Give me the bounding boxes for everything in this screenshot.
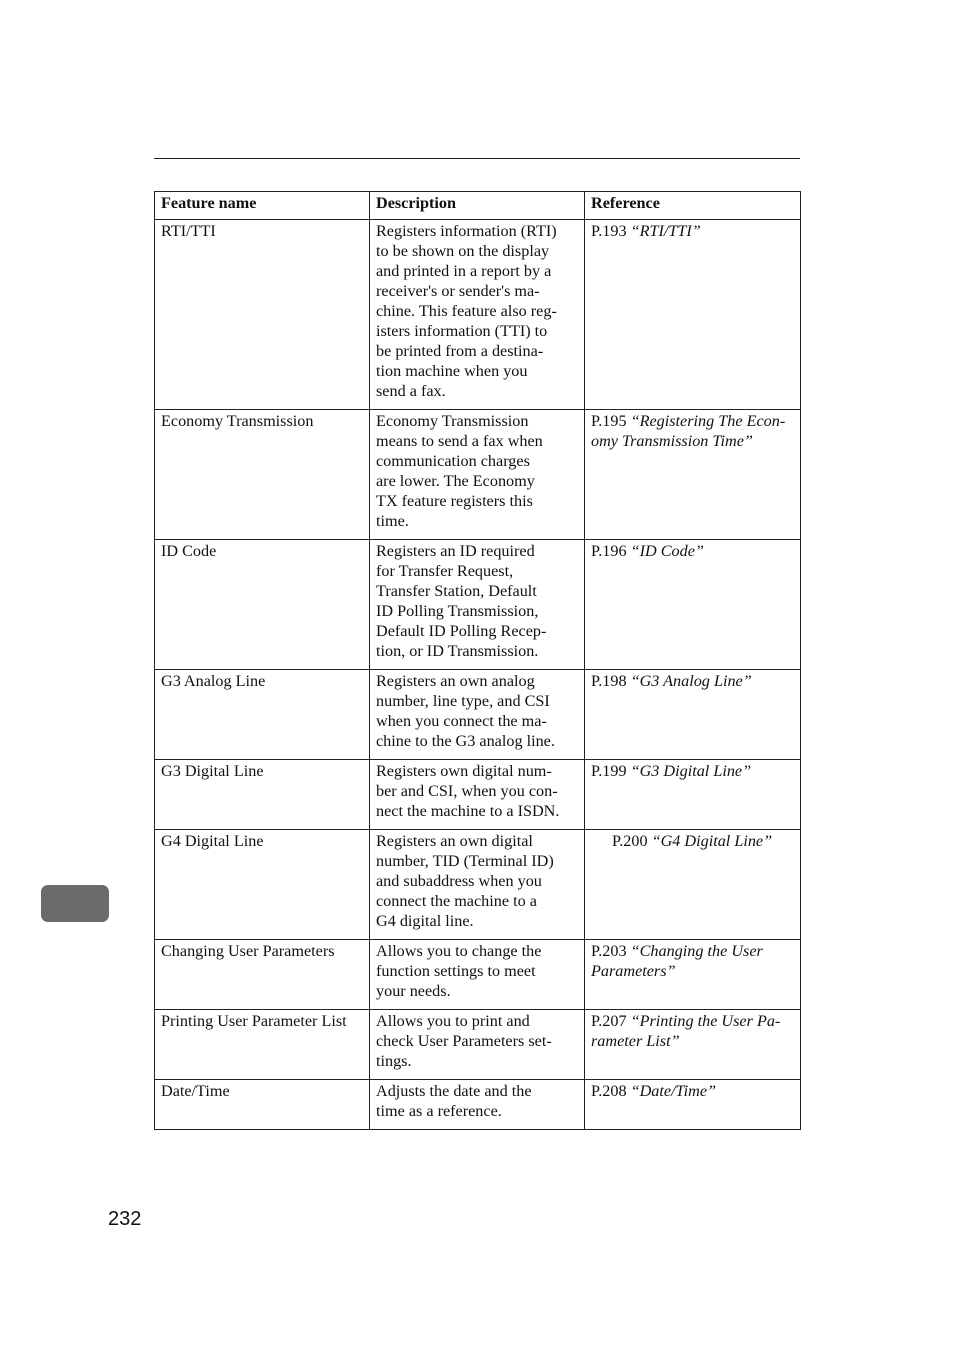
feature-name-cell: G4 Digital Line <box>155 830 370 940</box>
description-line: for Transfer Request, <box>376 562 514 580</box>
reference-cell <box>585 1010 801 1080</box>
reference-cell <box>585 940 801 1010</box>
reference-line <box>591 961 795 981</box>
table-row <box>155 830 801 940</box>
feature-name-cell: Date/Time <box>155 1080 370 1130</box>
description-cell <box>370 1010 585 1080</box>
reference-page: P.200 <box>612 832 648 850</box>
description-line: to be shown on the display <box>376 242 550 260</box>
reference-cell <box>585 830 801 940</box>
description-line: and printed in a report by a <box>376 262 552 280</box>
description-line: time. <box>376 512 409 530</box>
description-line: Economy Transmission <box>376 412 529 430</box>
description-line: Registers own digital num- <box>376 762 552 780</box>
description-line: are lower. The Economy <box>376 472 535 490</box>
reference-cell <box>585 670 801 760</box>
reference-title: “ID Code” <box>630 542 704 560</box>
column-header-description: Description <box>370 192 585 220</box>
description-line: nect the machine to a ISDN. <box>376 802 560 820</box>
description-cell <box>370 540 585 670</box>
description-line: Registers an own analog <box>376 672 535 690</box>
reference-line <box>591 431 795 451</box>
header-rule <box>154 158 800 159</box>
reference-cell <box>585 410 801 540</box>
chapter-tab <box>41 885 109 922</box>
reference-title: rameter List” <box>591 1032 680 1050</box>
reference-title: omy Transmission Time” <box>591 432 753 450</box>
description-line: communication charges <box>376 452 530 470</box>
reference-line <box>591 541 795 561</box>
reference-cell <box>585 220 801 410</box>
description-line: G4 digital line. <box>376 912 474 930</box>
feature-name-cell: Economy Transmission <box>155 410 370 540</box>
description-line: Allows you to change the <box>376 942 542 960</box>
reference-page: P.208 <box>591 1082 627 1100</box>
description-line: tion machine when you <box>376 362 528 380</box>
feature-name-cell: G3 Analog Line <box>155 670 370 760</box>
description-line: Adjusts the date and the <box>376 1082 532 1100</box>
description-cell <box>370 830 585 940</box>
reference-line <box>591 941 795 961</box>
reference-line <box>591 671 795 691</box>
reference-cell <box>585 1080 801 1130</box>
reference-page: P.193 <box>591 222 627 240</box>
description-line: your needs. <box>376 982 451 1000</box>
feature-name-cell: ID Code <box>155 540 370 670</box>
description-cell <box>370 1080 585 1130</box>
table-row <box>155 1010 801 1080</box>
table-row <box>155 760 801 830</box>
table-row <box>155 670 801 760</box>
table-row <box>155 940 801 1010</box>
reference-cell <box>585 760 801 830</box>
table-row <box>155 410 801 540</box>
description-line: ber and CSI, when you con- <box>376 782 558 800</box>
reference-line <box>591 221 795 241</box>
reference-title: Parameters” <box>591 962 676 980</box>
feature-name-cell: Printing User Parameter List <box>155 1010 370 1080</box>
table-row <box>155 220 801 410</box>
description-line: function settings to meet <box>376 962 536 980</box>
feature-name-cell: G3 Digital Line <box>155 760 370 830</box>
feature-name-cell: Changing User Parameters <box>155 940 370 1010</box>
feature-table <box>154 191 801 1130</box>
description-cell <box>370 220 585 410</box>
reference-line <box>591 1031 795 1051</box>
description-line: and subaddress when you <box>376 872 542 890</box>
reference-line <box>591 1081 795 1101</box>
table-row <box>155 540 801 670</box>
reference-page: P.203 <box>591 942 627 960</box>
reference-page: P.199 <box>591 762 627 780</box>
description-cell <box>370 410 585 540</box>
reference-line <box>591 1011 795 1031</box>
reference-line <box>591 761 795 781</box>
reference-title: “Date/Time” <box>630 1082 717 1100</box>
description-line: send a fax. <box>376 382 446 400</box>
description-cell <box>370 670 585 760</box>
table-body <box>155 220 801 1130</box>
description-line: isters information (TTI) to <box>376 322 548 340</box>
description-line: TX feature registers this <box>376 492 533 510</box>
reference-title: “Registering The Econ- <box>630 412 786 430</box>
reference-page: P.207 <box>591 1012 627 1030</box>
description-line: chine to the G3 analog line. <box>376 732 555 750</box>
reference-line <box>591 411 795 431</box>
description-line: be printed from a destina- <box>376 342 544 360</box>
description-line: Registers an own digital <box>376 832 533 850</box>
description-line: time as a reference. <box>376 1102 502 1120</box>
reference-title: “G3 Digital Line” <box>630 762 752 780</box>
reference-line <box>612 831 795 851</box>
column-header-reference: Reference <box>585 192 801 220</box>
reference-title: “Changing the User <box>630 942 763 960</box>
reference-cell <box>585 540 801 670</box>
description-cell <box>370 760 585 830</box>
description-line: Default ID Polling Recep- <box>376 622 547 640</box>
feature-name-cell: RTI/TTI <box>155 220 370 410</box>
reference-title: “G3 Analog Line” <box>630 672 752 690</box>
description-line: tion, or ID Transmission. <box>376 642 539 660</box>
table-header-row <box>155 192 801 220</box>
description-line: ID Polling Transmission, <box>376 602 539 620</box>
reference-page: P.196 <box>591 542 627 560</box>
description-line: number, line type, and CSI <box>376 692 550 710</box>
description-line: tings. <box>376 1052 412 1070</box>
reference-page: P.198 <box>591 672 627 690</box>
description-line: when you connect the ma- <box>376 712 547 730</box>
column-header-feature-name: Feature name <box>155 192 370 220</box>
page-number: 232 <box>108 1208 142 1230</box>
description-line: receiver's or sender's ma- <box>376 282 540 300</box>
description-line: Registers an ID required <box>376 542 535 560</box>
reference-title: “Printing the User Pa- <box>630 1012 781 1030</box>
description-line: Transfer Station, Default <box>376 582 537 600</box>
description-line: Allows you to print and <box>376 1012 530 1030</box>
reference-title: “G4 Digital Line” <box>651 832 773 850</box>
description-line: check User Parameters set- <box>376 1032 552 1050</box>
description-line: Registers information (RTI) <box>376 222 557 240</box>
description-cell <box>370 940 585 1010</box>
table-row <box>155 1080 801 1130</box>
description-line: chine. This feature also reg- <box>376 302 557 320</box>
description-line: number, TID (Terminal ID) <box>376 852 554 870</box>
description-line: means to send a fax when <box>376 432 543 450</box>
reference-page: P.195 <box>591 412 627 430</box>
reference-title: “RTI/TTI” <box>630 222 701 240</box>
description-line: connect the machine to a <box>376 892 537 910</box>
